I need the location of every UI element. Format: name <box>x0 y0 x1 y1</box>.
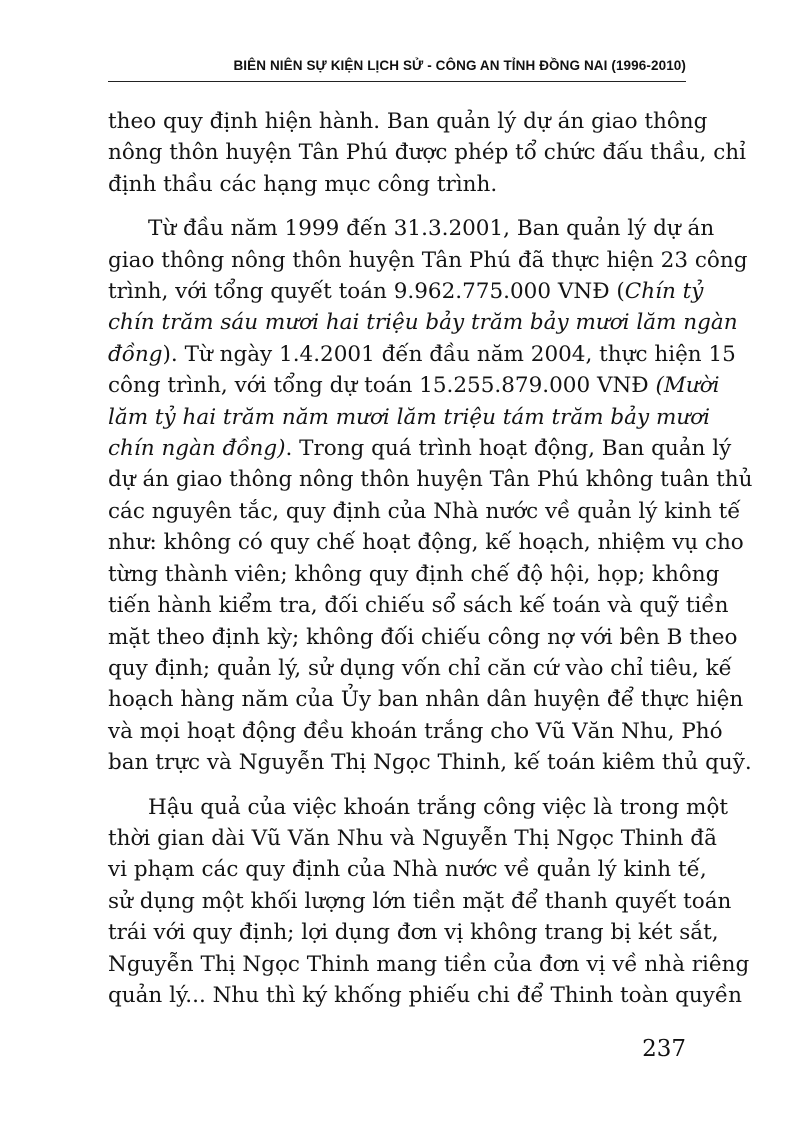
text-line: mặt theo định kỳ; không đối chiếu công nợ với bên B theo <box>108 624 738 650</box>
text-run: ). Từ ngày 1.4.2001 đến đầu năm 2004, thực hiện 15 <box>162 341 736 367</box>
text-line: thời gian dài Vũ Văn Nhu và Nguyễn Thị Ngọc Thinh đã <box>108 825 717 851</box>
text-line: như: không có quy chế hoạt động, kế hoạch, nhiệm vụ cho <box>108 530 744 556</box>
text-line: nông thôn huyện Tân Phú được phép tổ chức đấu thầu, chỉ <box>108 140 746 166</box>
text-run: trình, với tổng quyết toán 9.962.775.000 VNĐ ( <box>108 279 625 305</box>
running-header: BIÊN NIÊN SỰ KIỆN LỊCH SỬ - CÔNG AN TỈNH ĐỒNG NAI (1996-2010) <box>233 58 686 73</box>
text-run: công trình, với tổng dự toán 15.255.879.000 VNĐ <box>108 373 656 399</box>
text-line: và mọi hoạt động đều khoán trắng cho Vũ Văn Nhu, Phó <box>108 718 723 744</box>
text-line: vi phạm các quy định của Nhà nước về quản lý kinh tế, <box>108 857 707 883</box>
body-text <box>108 106 753 1024</box>
text-line: Hậu quả của việc khoán trắng công việc là trong một <box>148 794 729 820</box>
paragraph-3 <box>108 792 750 1012</box>
text-line: trái với quy định; lợi dụng đơn vị không trang bị két sắt, <box>108 920 719 946</box>
text-line: lăm tỷ hai trăm năm mươi lăm triệu tám trăm bảy mươi <box>108 404 711 430</box>
italic-text-run: chín ngàn đồng) <box>108 436 286 462</box>
text-line <box>108 276 704 307</box>
text-line <box>108 370 720 401</box>
text-line: quản lý... Nhu thì ký khống phiếu chi để Thinh toàn quyền <box>108 982 742 1008</box>
italic-text-run: đồng <box>108 341 163 367</box>
text-line <box>108 339 736 370</box>
text-line: chín trăm sáu mươi hai triệu bảy trăm bảy mươi lăm ngàn <box>108 310 738 336</box>
header-divider <box>108 81 686 82</box>
text-line: tiến hành kiểm tra, đối chiếu sổ sách kế toán và quỹ tiền <box>108 593 729 619</box>
text-line: giao thông nông thôn huyện Tân Phú đã thực hiện 23 công <box>108 247 748 273</box>
text-line: Nguyễn Thị Ngọc Thinh mang tiền của đơn vị về nhà riêng <box>108 951 750 977</box>
italic-text-run: (Mười <box>655 373 720 399</box>
paragraph-2 <box>108 213 753 778</box>
text-line: Từ đầu năm 1999 đến 31.3.2001, Ban quản lý dự án <box>148 216 715 242</box>
text-line: sử dụng một khối lượng lớn tiền mặt để thanh quyết toán <box>108 888 732 914</box>
text-line: quy định; quản lý, sử dụng vốn chỉ căn cứ vào chỉ tiêu, kế <box>108 655 732 681</box>
text-line: theo quy định hiện hành. Ban quản lý dự án giao thông <box>108 109 708 134</box>
text-line: dự án giao thông nông thôn huyện Tân Phú không tuân thủ <box>108 467 753 493</box>
text-line <box>108 433 732 464</box>
text-run: . Trong quá trình hoạt động, Ban quản lý <box>285 436 732 462</box>
text-line: từng thành viên; không quy định chế độ hội, họp; không <box>108 561 720 587</box>
text-line: ban trực và Nguyễn Thị Ngọc Thinh, kế toán kiêm thủ quỹ. <box>108 750 752 776</box>
text-line: các nguyên tắc, quy định của Nhà nước về quản lý kinh tế <box>108 498 741 524</box>
text-line: hoạch hàng năm của Ủy ban nhân dân huyện để thực hiện <box>108 687 744 713</box>
text-line: định thầu các hạng mục công trình. <box>108 171 498 197</box>
paragraph-1 <box>108 106 746 200</box>
italic-text-run: Chín tỷ <box>624 279 704 305</box>
page-number: 237 <box>642 1036 686 1062</box>
